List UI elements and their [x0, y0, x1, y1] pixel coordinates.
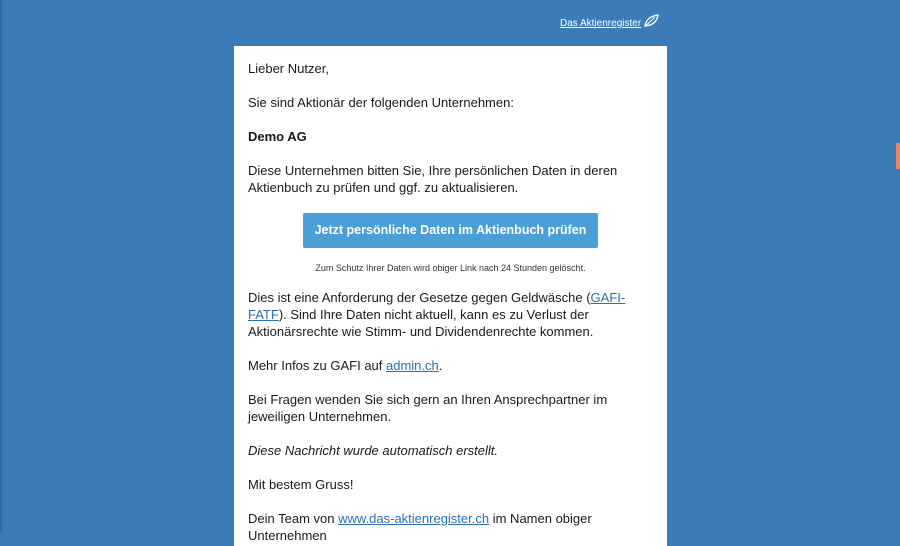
check-data-button[interactable]: Jetzt persönliche Daten im Aktienbuch prüfen: [303, 213, 599, 248]
auto-generated-note: Diese Nachricht wurde automatisch erstellt.: [248, 443, 498, 458]
law-text-before: Dies ist eine Anforderung der Gesetze gegen Geldwäsche (: [248, 290, 591, 305]
aktienregister-website-link[interactable]: www.das-aktienregister.ch: [338, 511, 490, 526]
info-text-after: .: [438, 358, 443, 373]
side-feedback-tab[interactable]: [896, 143, 900, 169]
greeting-text: Lieber Nutzer,: [248, 61, 329, 76]
admin-ch-link[interactable]: admin.ch: [386, 358, 439, 373]
request-text: Diese Unternehmen bitten Sie, Ihre persönlichen Daten in deren Aktienbuch zu prüfen und ggf. zu aktualisieren.: [248, 163, 618, 195]
company-name: Demo AG: [248, 129, 307, 144]
link-expiry-note: Zum Schutz Ihrer Daten wird obiger Link nach 24 Stunden gelöscht.: [315, 263, 586, 273]
email-card: [234, 46, 667, 546]
brand-logo-link[interactable]: [560, 18, 659, 29]
signature-paragraph: [248, 510, 653, 544]
intro-text: Sie sind Aktionär der folgenden Unternehmen:: [248, 95, 514, 110]
gafi-fatf-link[interactable]: GAFI-FATF: [248, 290, 626, 322]
info-paragraph: [248, 357, 653, 374]
leaf-icon: [643, 14, 659, 28]
window-left-edge: [0, 0, 2, 533]
info-text-before: Mehr Infos zu GAFI auf: [248, 358, 386, 373]
law-paragraph: [248, 289, 653, 340]
cta-container: [248, 213, 653, 248]
questions-text: Bei Fragen wenden Sie sich gern an Ihren Ansprechpartner im jeweiligen Unternehmen.: [248, 392, 608, 424]
brand-label: Das Aktienregister: [560, 18, 642, 29]
signature-text-after: im Namen obiger Unternehmen: [248, 511, 592, 543]
signature-text-before: Dein Team von: [248, 511, 339, 526]
law-text-after: ). Sind Ihre Daten nicht aktuell, kann es zu Verlust der Aktionärsrechte wie Stimm- und Dividendenrechte kommen.: [248, 307, 594, 339]
closing-text: Mit bestem Gruss!: [248, 477, 354, 492]
